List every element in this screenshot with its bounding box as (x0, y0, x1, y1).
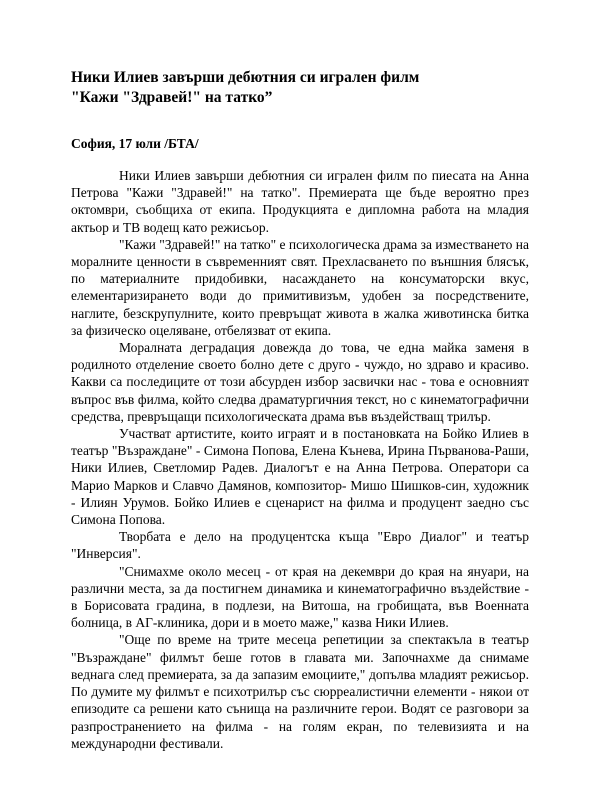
article-paragraph: "Кажи "Здравей!" на татко" е психологическа драма за изместването на моралните ценности в съвременният свят. Прехласването по външния блясък, по материалните придобивки, насаждането на консуматорски вкус, елементаризирането води до примитивизъм, удобен за посредствените, наглите, безскрупулните, които превръщат живота в жалка животинска битка за физическо оцеляване, отбелязват от екипа. (71, 236, 529, 338)
article-dateline: София, 17 юли /БТА/ (71, 136, 199, 151)
article-paragraph: Моралната деградация довежда до това, че една майка заменя в родилното отделение своето болно дете с друго - чуждо, но здраво и красиво. Какви са последиците от този абсурден избор засвички нас - това е основният въпрос във филма, който следва драматургичния текст, но с кинематографични средства, превръщащи психологическата драма във въздействащ трилър. (71, 340, 529, 424)
article-title-line-2: "Кажи "Здравей!" на татко” (71, 89, 273, 106)
article-paragraph: Участват артистите, които играят и в постановката на Бойко Илиев в театър "Възраждане" - Симона Попова, Елена Кънева, Ирина Първанова-Раши, Ники Илиев, Светломир Радев. Диалогът е на Анна Петрова. Оператори са Марио Марков и Славчо Дамянов, композитор- Мишо Шишков-син, художник - Илиян Урумов. Бойко Илиев е сценарист на филма и продуцент заедно със Симона Попова. (71, 426, 529, 528)
article-paragraph: "Още по време на трите месеца репетиции за спектакъла в театър "Възраждане" филмът беше готов в главата ми. Започнахме да снимаме веднага след премиерата, за да запазим емоциите," допълва младият режисьор. По думите му филмът е психотрилър със сюрреалистични елементи - някои от епизодите са решени като сънища на различните герои. Водят се разговори за разпространението на филма - на голям екран, по телевизията и на международни фестивали. (71, 632, 529, 751)
article-paragraph: Творбата е дело на продуцентска къща "Евро Диалог" и театър "Инверсия". (71, 529, 529, 562)
article-title (71, 68, 541, 108)
article-paragraph: "Снимахме около месец - от края на декември до края на януари, на различни места, за да постигнем динамика и кинематографично въздействие - в Борисовата градина, в подлези, на Витоша, на гробищата, във Военната болница, в АГ-клиника, дори и в моето маже," казва Ники Илиев. (71, 563, 529, 631)
article-title-line-1: Ники Илиев завърши дебютния си игрален филм (71, 69, 420, 86)
article-body (71, 167, 529, 752)
article-paragraph: Ники Илиев завърши дебютния си игрален филм по пиесата на Анна Петрова "Кажи "Здравей!" на татко". Премиерата ще бъде вероятно през октомври, съобщиха от екипа. Продукцията е дипломна работа на младия актьор и ТВ водещ като режисьор. (71, 168, 529, 235)
